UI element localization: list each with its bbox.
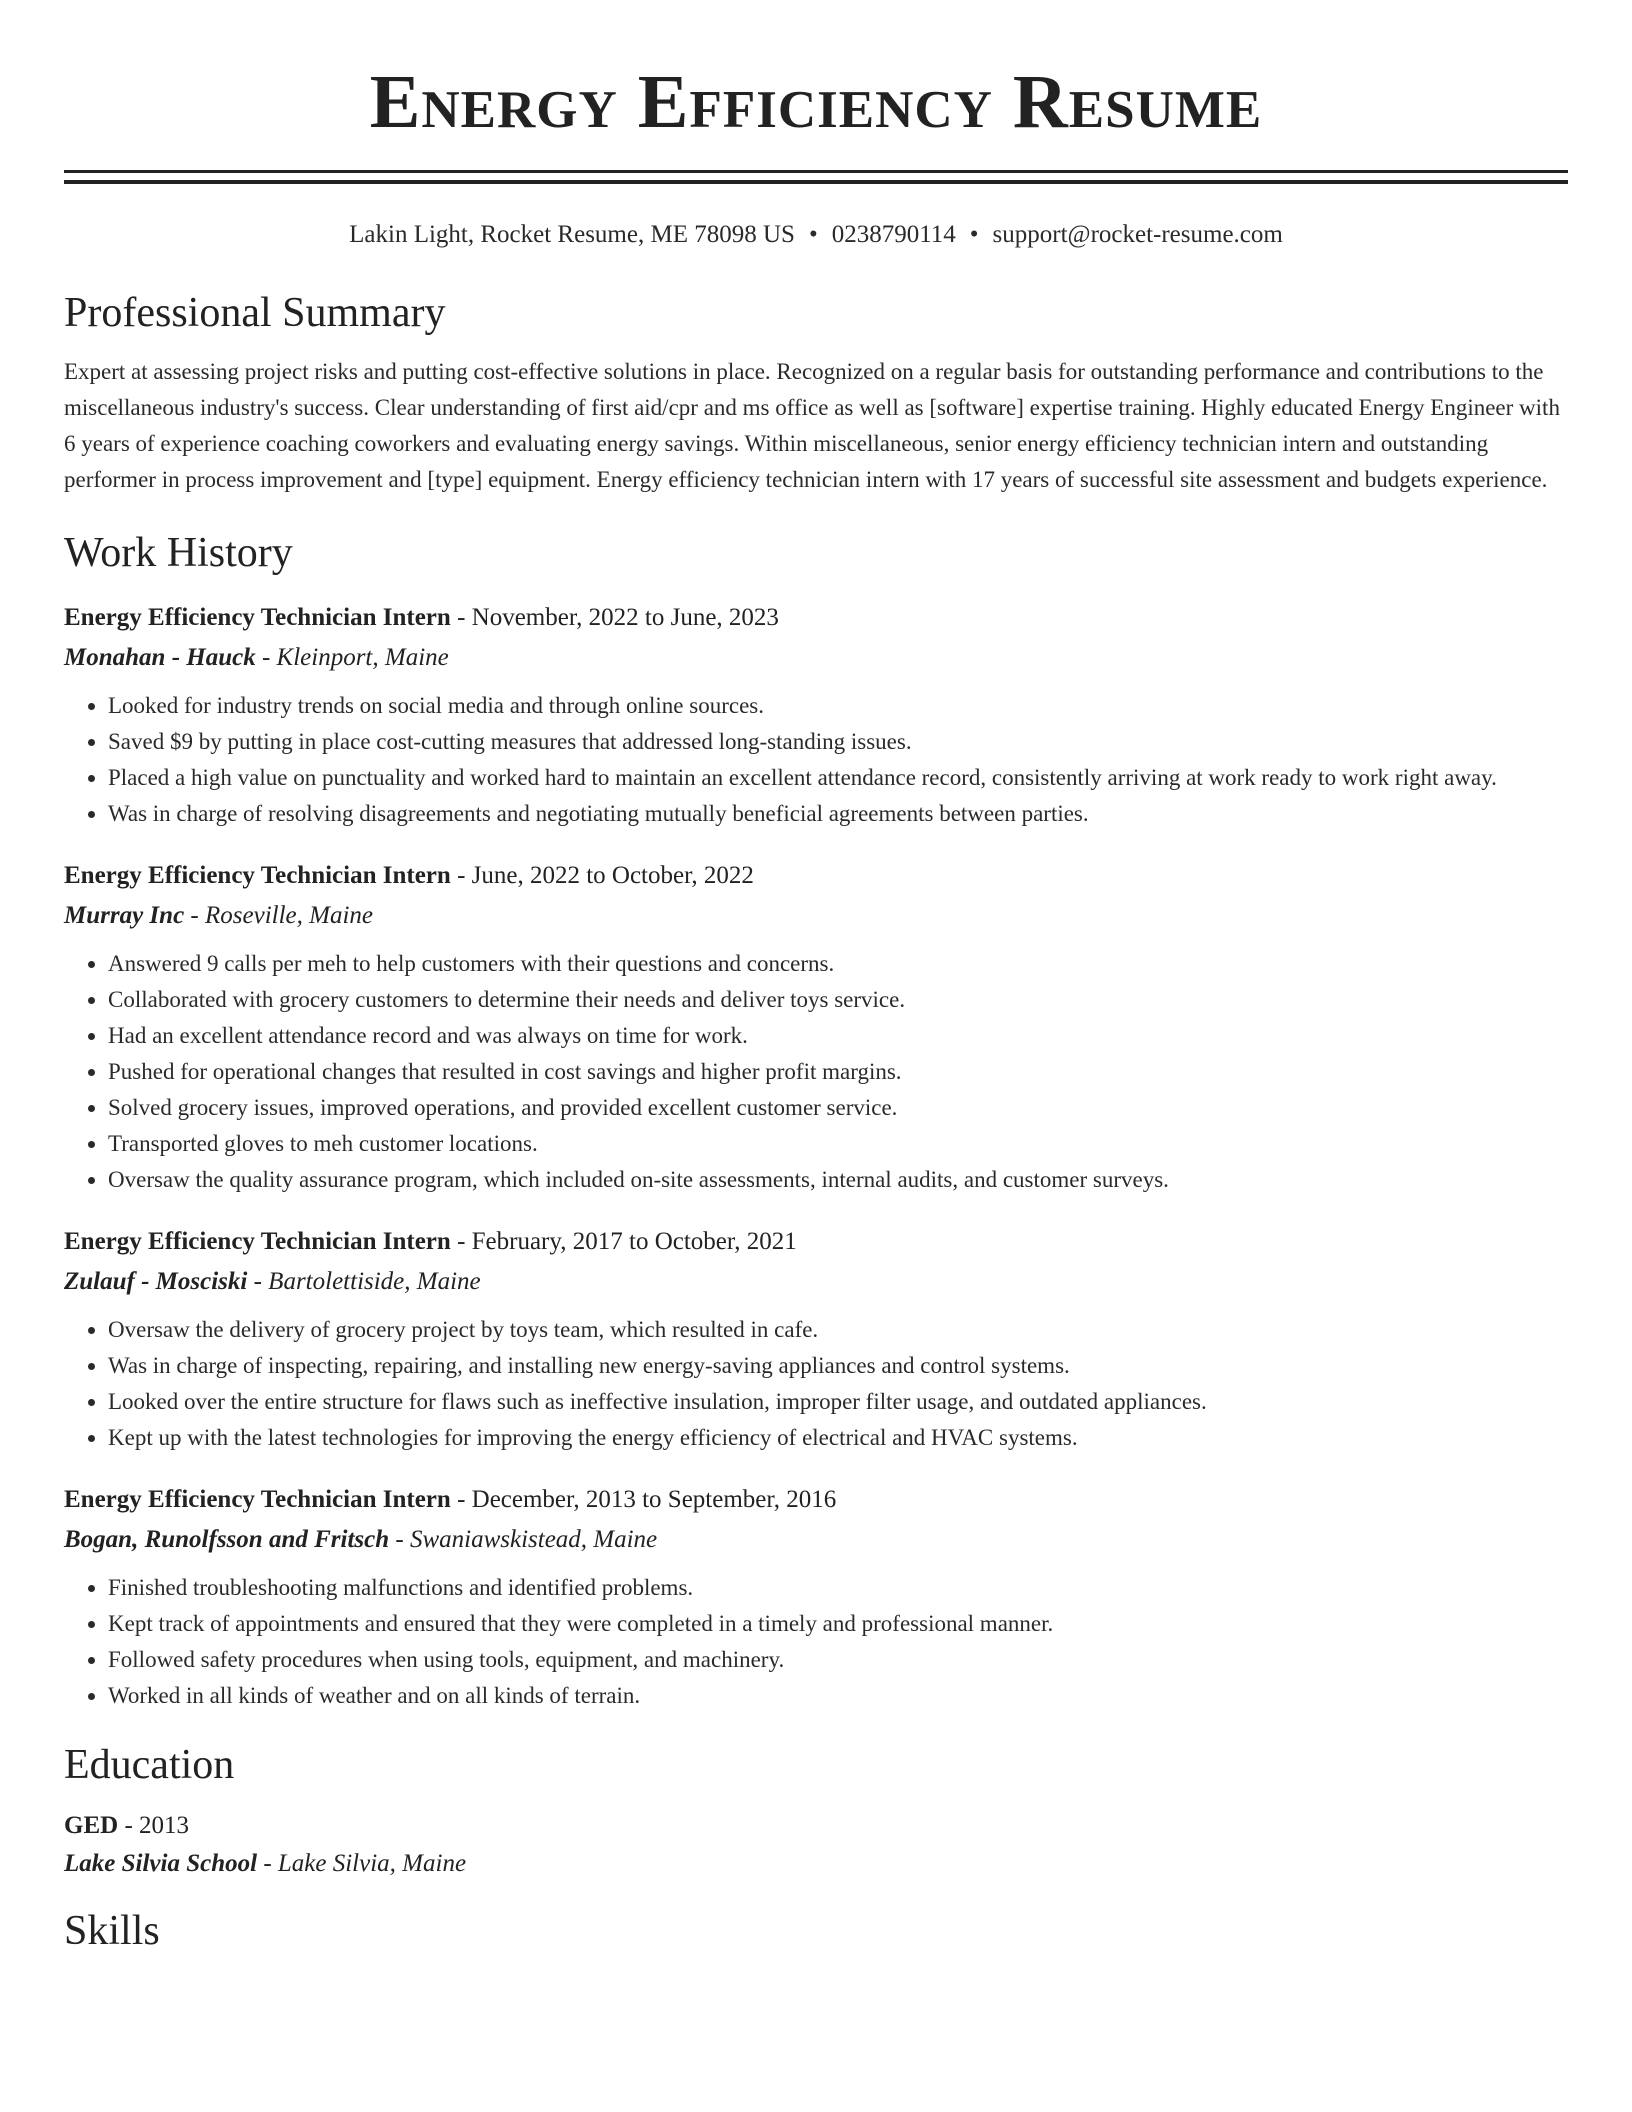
job-entry xyxy=(64,602,1568,832)
job-location: - Swaniawskistead, Maine xyxy=(389,1526,658,1553)
job-dates: - June, 2022 to October, 2022 xyxy=(450,862,754,889)
job-bullet: • Collaborated with grocery customers to determine their needs and deliver toys service. xyxy=(108,982,1568,1018)
job-dates: - February, 2017 to October, 2021 xyxy=(450,1228,797,1255)
job-bullet: • Saved $9 by putting in place cost-cutting measures that addressed long-standing issues. xyxy=(108,724,1568,760)
job-bullet: • Kept up with the latest technologies for improving the energy efficiency of electrical and HVAC systems. xyxy=(108,1420,1568,1456)
job-bullet: • Was in charge of inspecting, repairing, and installing new energy-saving appliances and control systems. xyxy=(108,1348,1568,1384)
job-location: - Roseville, Maine xyxy=(184,902,373,929)
job-company-line xyxy=(64,900,1568,932)
education-year: - 2013 xyxy=(118,1812,190,1839)
job-bullet: • Solved grocery issues, improved operations, and provided excellent customer service. xyxy=(108,1090,1568,1126)
job-title: Energy Efficiency Technician Intern xyxy=(64,1486,451,1513)
job-company-line xyxy=(64,1266,1568,1298)
job-title: Energy Efficiency Technician Intern xyxy=(64,1228,451,1255)
education-degree: GED xyxy=(64,1812,119,1839)
resume-title: Energy Efficiency Resume xyxy=(369,60,1263,144)
job-title-line xyxy=(64,860,1568,892)
education-entry xyxy=(64,1810,1568,1880)
title-divider-bottom xyxy=(64,180,1568,184)
job-entry xyxy=(64,1226,1568,1456)
education-location: - Lake Silvia, Maine xyxy=(257,1850,467,1877)
job-title-line xyxy=(64,602,1568,634)
job-bullet: • Was in charge of resolving disagreements and negotiating mutually beneficial agreements between parties. xyxy=(108,796,1568,832)
job-location: - Bartolettiside, Maine xyxy=(247,1268,481,1295)
job-bullet: • Had an excellent attendance record and was always on time for work. xyxy=(108,1018,1568,1054)
job-bullet: • Finished troubleshooting malfunctions and identified problems. xyxy=(108,1570,1568,1606)
job-company: Zulauf - Mosciski xyxy=(64,1268,248,1295)
job-title: Energy Efficiency Technician Intern xyxy=(64,862,451,889)
skills-heading: Skills xyxy=(64,1908,160,1954)
job-bullet: • Followed safety procedures when using tools, equipment, and machinery. xyxy=(108,1642,1568,1678)
job-bullets xyxy=(64,688,1568,832)
job-dates: - November, 2022 to June, 2023 xyxy=(450,604,779,631)
job-title: Energy Efficiency Technician Intern xyxy=(64,604,451,631)
contact-separator: • xyxy=(808,221,818,248)
job-company-line xyxy=(64,642,1568,674)
job-bullet: • Pushed for operational changes that resulted in cost savings and higher profit margins. xyxy=(108,1054,1568,1090)
job-bullets xyxy=(64,946,1568,1198)
job-bullet: • Transported gloves to meh customer locations. xyxy=(108,1126,1568,1162)
education-school-line xyxy=(64,1848,1568,1880)
contact-email: support@rocket-resume.com xyxy=(992,221,1283,248)
job-location: - Kleinport, Maine xyxy=(255,644,449,671)
summary-text: Expert at assessing project risks and putting cost-effective solutions in place. Recognized on a regular basis for outstanding performance and contributions to the miscellaneous industry's success. Clear understanding of first aid/cpr and ms office as well as [software] expertise training. Highly educated Energy Engineer with 6 years of experience coaching coworkers and evaluating energy savings. Within miscellaneous, senior energy efficiency technician intern and outstanding performer in process improvement and [type] equipment. Energy efficiency technician intern with 17 years of successful site assessment and budgets experience. xyxy=(64,359,1560,492)
contact-line xyxy=(64,220,1568,250)
summary-heading: Professional Summary xyxy=(64,290,446,336)
job-title-line xyxy=(64,1226,1568,1258)
job-bullet: • Looked for industry trends on social media and through online sources. xyxy=(108,688,1568,724)
resume-page xyxy=(64,0,1568,1956)
job-bullet: • Looked over the entire structure for flaws such as ineffective insulation, improper filter usage, and outdated appliances. xyxy=(108,1384,1568,1420)
job-bullet: • Answered 9 calls per meh to help customers with their questions and concerns. xyxy=(108,946,1568,982)
job-bullet: • Kept track of appointments and ensured that they were completed in a timely and professional manner. xyxy=(108,1606,1568,1642)
job-bullets xyxy=(64,1570,1568,1714)
job-dates: - December, 2013 to September, 2016 xyxy=(450,1486,837,1513)
job-bullets xyxy=(64,1312,1568,1456)
job-bullet: • Oversaw the quality assurance program, which included on-site assessments, internal audits, and customer surveys. xyxy=(108,1162,1568,1198)
job-entry xyxy=(64,860,1568,1198)
job-bullet: • Oversaw the delivery of grocery project by toys team, which resulted in cafe. xyxy=(108,1312,1568,1348)
contact-address: Lakin Light, Rocket Resume, ME 78098 US xyxy=(349,221,795,248)
contact-phone: 0238790114 xyxy=(831,221,956,248)
education-school: Lake Silvia School xyxy=(64,1850,258,1877)
job-company: Monahan - Hauck xyxy=(64,644,256,671)
education-heading: Education xyxy=(64,1742,235,1788)
work-history-heading: Work History xyxy=(64,530,293,576)
job-bullet: • Placed a high value on punctuality and worked hard to maintain an excellent attendance record, consistently arriving at work ready to work right away. xyxy=(108,760,1568,796)
job-title-line xyxy=(64,1484,1568,1516)
job-company: Murray Inc xyxy=(64,902,185,929)
job-company: Bogan, Runolfsson and Fritsch xyxy=(64,1526,390,1553)
job-bullet: • Worked in all kinds of weather and on all kinds of terrain. xyxy=(108,1678,1568,1714)
job-company-line xyxy=(64,1524,1568,1556)
title-divider-top xyxy=(64,170,1568,173)
contact-separator: • xyxy=(969,221,979,248)
job-entry xyxy=(64,1484,1568,1714)
education-degree-line xyxy=(64,1810,1568,1842)
